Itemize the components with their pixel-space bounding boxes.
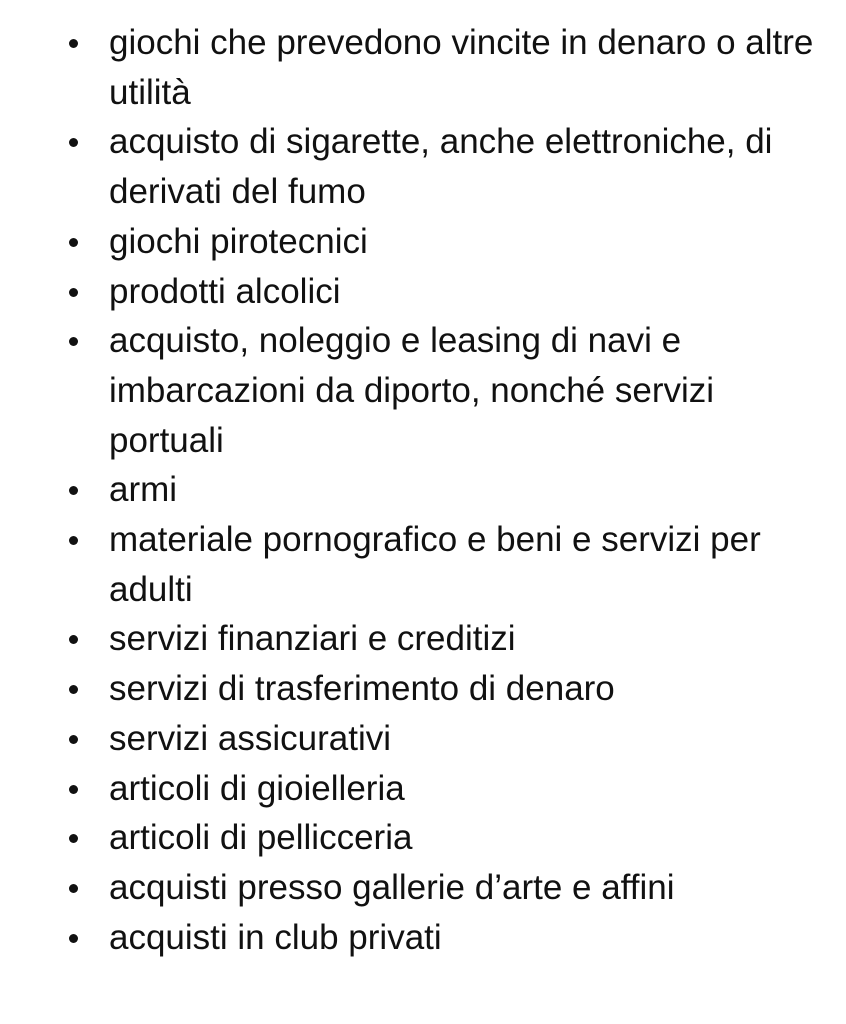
list-item-text: giochi pirotecnici — [109, 221, 368, 261]
list-item — [109, 117, 826, 216]
list-item-text: servizi assicurativi — [109, 718, 391, 758]
document-body — [0, 18, 846, 962]
list-item — [109, 465, 826, 515]
bullet-icon — [69, 288, 78, 297]
bullet-icon — [69, 138, 78, 147]
list-item — [109, 813, 826, 863]
list-item-text: acquisto di sigarette, anche elettroniche, di derivati del fumo — [109, 122, 773, 212]
list-item-text: servizi di trasferimento di denaro — [109, 669, 615, 709]
bullet-icon — [69, 685, 78, 694]
list-item — [109, 614, 826, 664]
bullet-icon — [69, 536, 78, 545]
list-item-text: giochi che prevedono vincite in denaro o altre utilità — [109, 23, 814, 112]
list-item-text: armi — [109, 470, 178, 510]
list-item-text: acquisti presso gallerie d’arte e affini — [109, 867, 675, 907]
bullet-icon — [69, 635, 78, 644]
list-item — [109, 913, 826, 963]
bullet-icon — [69, 735, 78, 744]
list-item — [109, 664, 826, 714]
list-item-text: prodotti alcolici — [109, 271, 341, 311]
list-item-text: articoli di pellicceria — [109, 818, 413, 858]
list-item — [109, 764, 826, 814]
list-item — [109, 217, 826, 267]
bullet-icon — [69, 785, 78, 794]
bullet-icon — [69, 337, 78, 346]
bullet-list — [0, 18, 846, 962]
bullet-icon — [69, 39, 78, 48]
bullet-icon — [69, 834, 78, 843]
bullet-icon — [69, 238, 78, 247]
list-item-text: servizi finanziari e creditizi — [109, 619, 516, 659]
list-item-text: acquisti in club privati — [109, 917, 442, 957]
list-item — [109, 316, 826, 465]
list-item — [109, 863, 826, 913]
list-item — [109, 267, 826, 317]
bullet-icon — [69, 884, 78, 893]
list-item — [109, 18, 826, 117]
list-item — [109, 714, 826, 764]
bullet-icon — [69, 486, 78, 495]
list-item-text: acquisto, noleggio e leasing di navi e imbarcazioni da diporto, nonché servizi portuali — [109, 321, 715, 460]
bullet-icon — [69, 934, 78, 943]
list-item — [109, 515, 826, 614]
list-item-text: materiale pornografico e beni e servizi per adulti — [109, 520, 761, 609]
list-item-text: articoli di gioielleria — [109, 768, 405, 808]
